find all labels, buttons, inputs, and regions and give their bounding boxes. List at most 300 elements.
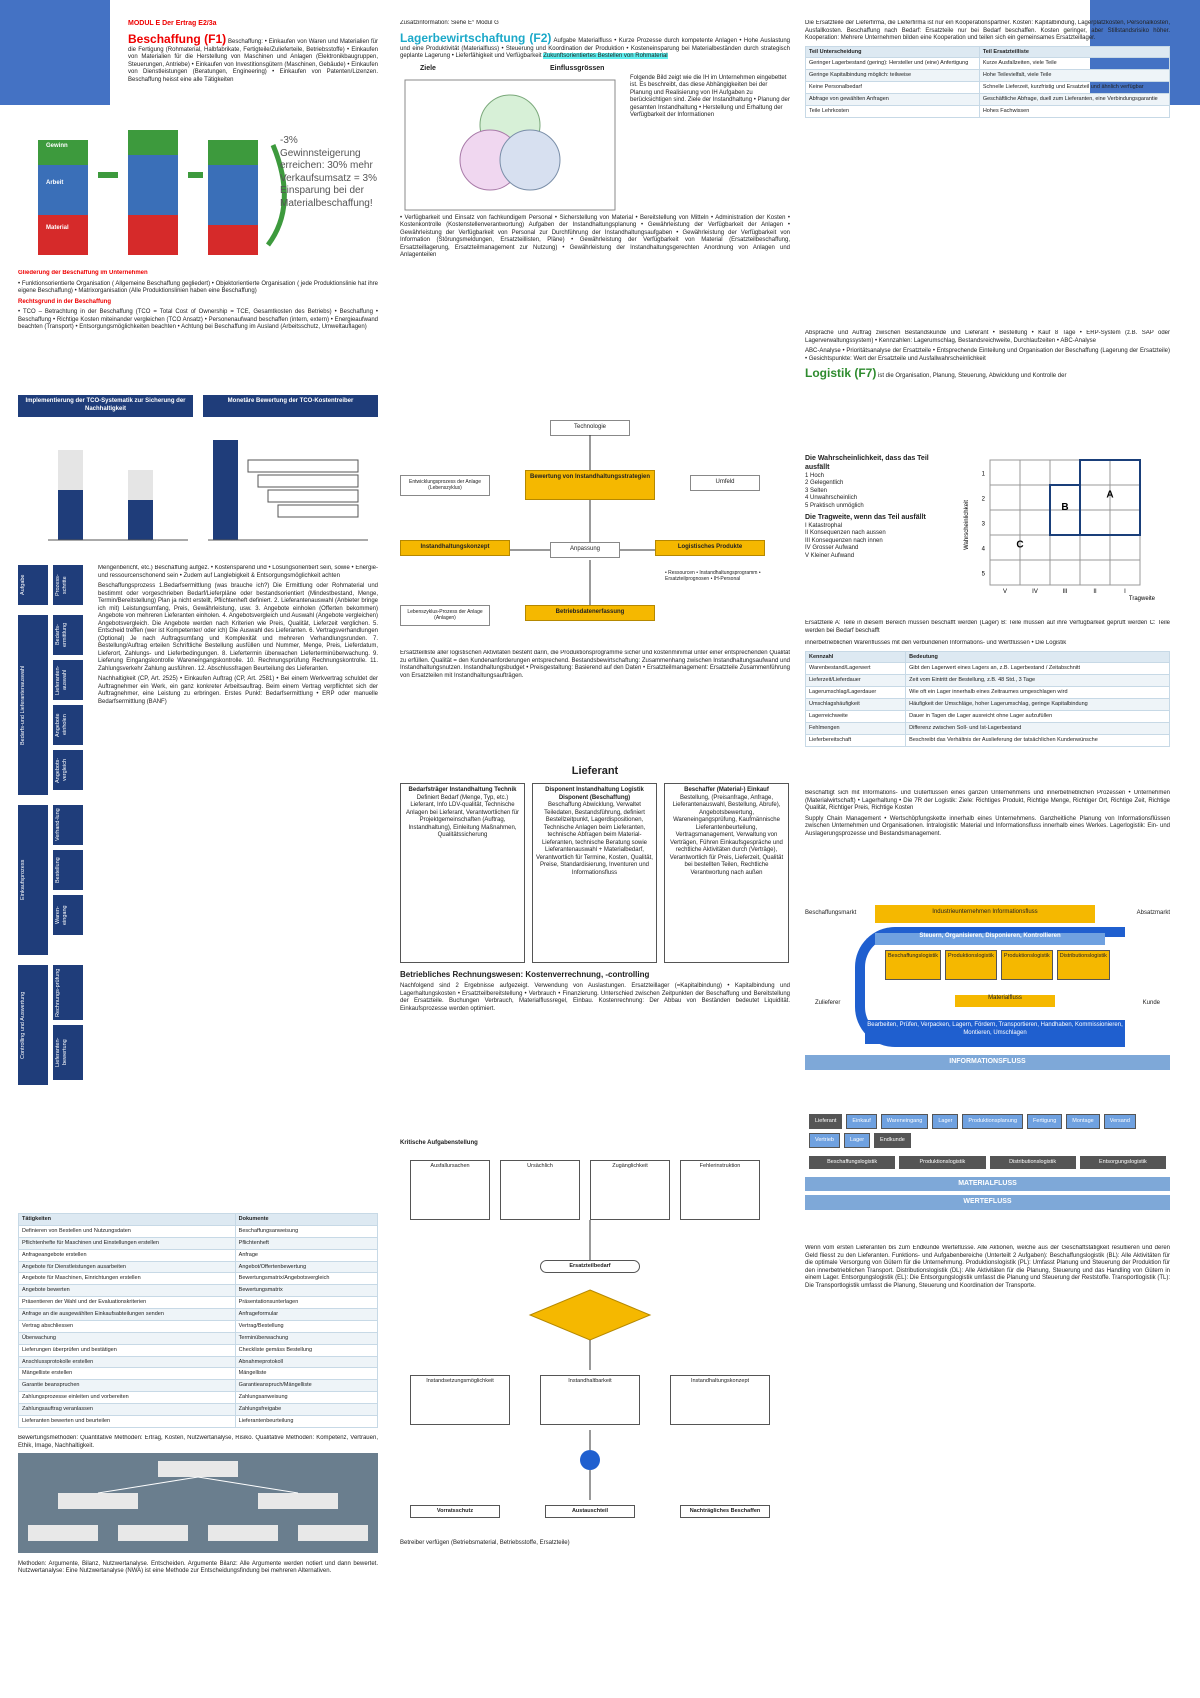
decision-mid: Instandhaltbarkeit: [540, 1375, 640, 1425]
chain-node: Wareneingang: [881, 1114, 929, 1129]
activities-cell: Definieren von Bestellen und Nutzungsdaten: [19, 1225, 236, 1237]
matrix-impact-item: I Katastrophal: [805, 522, 843, 529]
decision-col-4: Fehlerinstruktion: [680, 1160, 760, 1220]
kpi-cell: Differenz zwischen Soll- und Ist-Lagerbestand: [906, 722, 1170, 734]
chain-bottom: [805, 1152, 1170, 1173]
ersatz-header-2: Teil Ersatzteilliste: [979, 46, 1169, 58]
tco-title: Rechtsgrund in der Beschaffung: [18, 298, 112, 305]
matrix-cell: [1080, 510, 1110, 535]
kpi-cell: Lagerreichweite: [806, 710, 906, 722]
kpi-cell: Gibt den Lagerwert eines Lagers an, z.B. Lagerbestand / Zeitabschnitt: [906, 663, 1170, 675]
matrix-items-1: [805, 473, 955, 511]
matrix-svg: [960, 455, 1165, 605]
ersatz-row: [806, 94, 1170, 106]
activities-cell: Angebote bewerten: [19, 1285, 236, 1297]
chain-node: Lager: [844, 1133, 870, 1148]
bar-material-1: [38, 215, 88, 255]
matrix-x-tick: III: [1062, 589, 1068, 595]
activities-cell: Angebote für Maschinen, Einrichtungen erstellen: [19, 1273, 236, 1285]
info-flow-bar: INFORMATIONSFLUSS: [805, 1055, 1170, 1070]
ersatz-header-1: Teil Unterscheidung: [806, 46, 980, 58]
ersatz-cell: Kurze Ausfallzeiten, viele Teile: [979, 58, 1169, 70]
matrix-title-1: Die Wahrscheinlichkeit, dass das Teil ausfällt: [805, 455, 929, 471]
kpi-row: [806, 710, 1170, 722]
decision-col-2: Ursächlich: [500, 1160, 580, 1220]
decision-header: Kritische Aufgabenstellung: [400, 1140, 478, 1146]
ersatz-row: [806, 58, 1170, 70]
tco-bar-1: [58, 490, 83, 540]
matrix-cell: [990, 460, 1020, 485]
column-two: [400, 20, 790, 440]
sidebar-bedarf: Bedarfs-und Lieferantenauswahl: [18, 615, 48, 795]
sidebar-step-7: Waren-eingang: [53, 895, 83, 935]
kpi-cell: Lagerumschlag/Lagerdauer: [806, 687, 906, 699]
flow-box-1: Beschaffungslogistik: [885, 950, 941, 980]
ersatz-row: [806, 70, 1170, 82]
decision-col-3: Zugänglichkeit: [590, 1160, 670, 1220]
flow-list: • Ressourcen • Instandhaltungsprogramm • Ersatzteilprognosen • IH-Personal: [665, 570, 761, 583]
matrix-cell: [1020, 485, 1050, 510]
activities-cell: Bewertungsmatrix/Angebotsvergleich: [235, 1273, 377, 1285]
ersatz-cell: Abfrage von gewählten Anfragen: [806, 94, 980, 106]
matrix-zone-label: C: [1016, 539, 1024, 551]
activities-cell: Zahlungsprozesse einleiten und vorbereiten: [19, 1392, 236, 1404]
matrix-prob-item: 5 Praktisch unmöglich: [805, 502, 864, 509]
matrix-impact-item: IV Grosser Aufwand: [805, 545, 859, 552]
column-three-abc: [805, 330, 1170, 430]
decision-option-1: Vorratsschutz: [410, 1505, 500, 1518]
flow-technologie: Technologie: [550, 420, 630, 436]
ersatz-cell: Hohe Teilevielfalt, viele Teile: [979, 70, 1169, 82]
matrix-cell: [1020, 510, 1050, 535]
matrix-prob-item: 2 Gelegentlich: [805, 480, 844, 486]
matrix-impact-item: III Konsequenzen nach innen: [805, 537, 883, 544]
ersatz-cell: Geschäftliche Abfrage, duell zum Lieferanten, eine Verbindungsgarantie: [979, 94, 1169, 106]
kpi-header-1: Kennzahl: [806, 651, 906, 663]
activities-cell: Angebote für Dienstleistungen ausarbeiten: [19, 1261, 236, 1273]
kpi-row: [806, 722, 1170, 734]
flow-text: Ersatzteilliste aller logistischen Aktivitäten besteht darin, die Produktionsprogramme sicher und kostenminimal unter einer entsprechenden Qualität zu erfüllen. Qualität = den Kundenanforderungen entsprechend. Bestandsbewirtschaftung: Zusammenhang zwischen Instandhaltungsaufwand und Instandhaltungsnutzen. Instandhaltungsbudget • Preisgestaltung: Basierend auf den Daten • Ersatzteilmanagement: Ersatzteile Zusammenführung von Ersatzteilen mit Instandhaltungsaufträgen.: [400, 650, 790, 679]
matrix-cell: [1080, 460, 1110, 485]
ersatz-cell: Schnelle Lieferzeit, kurzfristig und Ersatzteil und ähnlich verfügbar: [979, 82, 1169, 94]
chain-bottom-node: Entsorgungslogistik: [1080, 1156, 1166, 1169]
bar-arbeit-1: [38, 165, 88, 215]
venn-circle-right: [500, 130, 560, 190]
activities-cell: Mängelliste: [235, 1368, 377, 1380]
column-one-process: [98, 565, 378, 1205]
methods-final: Methoden: Argumente, Bilanz, Nutzwertanalyse. Entscheiden. Argumente Bilanz: Alle Argumente werden notiert und dann bewertet. Nutzwertanalyse: Eine Nutzwertanalyse (NWA) ist eine Methode zur Entscheidungsfindung bei mehreren Alternativen.: [18, 1560, 378, 1574]
tco-panel-right-title: Monetäre Bewertung der TCO-Kostentreiber: [203, 395, 378, 417]
lager-section: [400, 31, 790, 61]
activities-cell: Präsentieren der Wahl und der Evaluationskriterien: [19, 1297, 236, 1309]
matrix-cell: [1110, 510, 1140, 535]
beschaffung-section: [128, 32, 378, 85]
activities-row: [19, 1344, 378, 1356]
decision-col-1: Ausfallursachen: [410, 1160, 490, 1220]
matrix-cell: [1050, 560, 1080, 585]
activities-row: [19, 1392, 378, 1404]
chain-node: Produktionsplanung: [962, 1114, 1023, 1129]
gain-chart: [18, 125, 378, 265]
activities-row: [19, 1285, 378, 1297]
process-intro: Mengenbericht, etc.) Beschaffung aufgez. • Kostensparend und • Lösungsorientiert sein, sowie • Energie- und ressourcenschonend sein • Zudem auf Langlebigkeit & Entsorgungsmöglichkeit achten: [98, 565, 378, 579]
activities-row: [19, 1320, 378, 1332]
abc-text: ABC-Analyse • Prioritätsanalyse der Ersatzteile • Entsprechende Einteilung und Organisation der Beschaffung (Lagerung der Ersatzteile) • Gesichtspunkte: Wert der Ersatzteile und Ausfallwahrscheinlichkeit: [805, 348, 1170, 362]
sidebar-step-4: Angebots-vergleich: [53, 750, 83, 790]
sidebar-step-5: Verhand-lung: [53, 805, 83, 845]
beschaffung-text: Beschaffung: • Einkaufen von Waren und Materialien für die Fertigung (Rohmaterial, Halbfabrikate, Fertigteile/Zulieferteile, Betriebsstoffe) • Einkaufen von Materialien für die Herstellung von Maschinen und Anlagen (Elektronikbaugruppen, Steuerungen, Antriebe) • Einkaufen von Investitionsgütern (Maschinen, Gebäude) • Einkaufen von Dienstleistungen (Beratungen, Engineering) • Einkaufen von Patenten/Lizenzen. Beschaffung heisst eine alle Tätigkeiten: [128, 38, 378, 83]
sidebar-controlling: Controlling und Auswertung: [18, 965, 48, 1085]
decision-center: Ersatzteilbedarf: [540, 1260, 640, 1273]
methods-text: Bewertungsmethoden: Quantitative Methoden: Ertrag, Kosten, Nutzwertanalyse, Risiko. Qualitative Methoden: Kompetenz, Vertrauen, Ethik, Image, Nachhaltigkeit.: [18, 1435, 378, 1449]
sidebar-aufgabe: Aufgabe: [18, 565, 48, 605]
activities-cell: Checkliste gemäss Bestellung: [235, 1344, 377, 1356]
activities-cell: Zahlungsauftrag veranlassen: [19, 1404, 236, 1416]
chain-node: Endkunde: [874, 1133, 911, 1148]
activities-cell: Mängelliste erstellen: [19, 1368, 236, 1380]
flow-betriebsdaten: Betriebsdatenerfassung: [525, 605, 655, 621]
kpi-row: [806, 687, 1170, 699]
decision-option-3: Nachträgliches Beschaffen: [680, 1505, 770, 1518]
matrix-cell: [1020, 460, 1050, 485]
matrix-y-tick: 5: [981, 571, 985, 578]
lager-title: Lagerbewirtschaftung (F2): [400, 30, 552, 45]
activities-cell: Beschaffungsanweisung: [235, 1225, 377, 1237]
matrix-title-2: Die Tragweite, wenn das Teil ausfällt: [805, 514, 926, 521]
flow-bottom-bar: Bearbeiten, Prüfen, Verpacken, Lagern, Fördern, Transportieren, Handhaben, Kommissionieren, Montieren, Umschlagen: [865, 1020, 1125, 1044]
chain-bottom-node: Distributionslogistik: [990, 1156, 1076, 1169]
tree-rl: [208, 1525, 278, 1541]
decision-final: Betreiber verfügen (Betriebsmaterial, Betriebsstoffe, Ersatzteile): [400, 1540, 570, 1546]
flow-stock: Materialfluss: [955, 995, 1055, 1007]
matrix-ylabel: Wahrscheinlichkeit: [964, 500, 970, 550]
flow-lebenszyklus: Lebenszyklus-Prozess der Anlage (Anlagen): [400, 605, 490, 626]
tree-edge-2: [198, 1477, 298, 1493]
bar-material-3: [208, 225, 258, 255]
module-title: MODUL E Der Ertrag E2/3a: [128, 20, 217, 27]
tco-panel-left-title: Implementierung der TCO-Systematik zur Sicherung der Nachhaltigkeit: [18, 395, 193, 417]
activities-header-1: Tätigkeiten: [19, 1214, 236, 1226]
decision-diamond: [530, 1290, 650, 1340]
column-two-mid: [400, 650, 790, 760]
process-contract: Nachhaltigkeit (CP, Art. 2525) • Einkaufen Auftrag (CP, Art. 2581) • Bei einem Werkvertrag schuldet der Auftragnehmer ein Werk, ein ganz konkreter Arbeitsauftrag. Beim einem Vertrag verpflichtet sich der Auftragnehmer, eine Leistung zu erbringen. Erstes Punkt: Bedarfsermittlung • ERP oder manuelle Bedarfsermittlung (BANF): [98, 676, 378, 705]
sidebar-step-1: Bedarfs-ermittlung: [53, 615, 83, 655]
ersatz-row: [806, 82, 1170, 94]
matrix-cell: [1110, 460, 1140, 485]
flow-entwicklung: Entwicklungsprozess der Anlage (Lebenszyklus): [400, 475, 490, 496]
activities-cell: Garantieanspruch/Mängelliste: [235, 1380, 377, 1392]
matrix-prob-item: 3 Selten: [805, 487, 828, 494]
matrix-left: [805, 455, 955, 560]
decision-circle: [580, 1450, 600, 1470]
diagram-text: Folgende Bild zeigt wie die IH im Unternehmen eingebettet ist. Es beschreibt, das diese Abhängigkeiten bei der Planung und Realisierung von IH Aufgaben zu berücksichtigen sind. Ziele der Instandhaltung • Planung der gesamten Instandhaltung • Herstellung und Erhaltung der Verfügbarkeit der Informationen: [630, 74, 790, 118]
activities-row: [19, 1225, 378, 1237]
matrix-cell: [990, 510, 1020, 535]
chain-bottom-node: Beschaffungslogistik: [809, 1156, 895, 1169]
activities-row: [19, 1415, 378, 1427]
decision-diagram: [400, 1140, 790, 1660]
activities-table-area: [18, 1210, 378, 1430]
sidebar-step-2: Lieferanten-auswahl: [53, 660, 83, 700]
ersatzteil-table: [805, 46, 1170, 118]
activities-row: [19, 1309, 378, 1321]
tco-step-2: [258, 475, 358, 487]
matrix-legend-area: [805, 620, 1170, 640]
bar-label-gewinn-1: Gewinn: [46, 143, 68, 149]
decision-option-2: Austauschteil: [545, 1505, 635, 1518]
activities-cell: Garantie beanspruchen: [19, 1380, 236, 1392]
lieferant-title: Lieferant: [571, 765, 619, 777]
matrix-cell: [1080, 560, 1110, 585]
methods-area: [18, 1435, 378, 1690]
tree-right: [258, 1493, 338, 1509]
bar-label-arbeit-1: Arbeit: [46, 180, 64, 186]
bar-gewinn-2: [128, 130, 178, 155]
activities-cell: Präsentationsunterlagen: [235, 1297, 377, 1309]
matrix-x-tick: II: [1093, 589, 1097, 595]
flow-box-2: Produktionslogistik: [945, 950, 997, 980]
lieferant-col-1-title: Bedarfsträger Instandhaltung Technik: [408, 787, 517, 793]
activities-cell: Anschlussprotokolle erstellen: [19, 1356, 236, 1368]
lieferant-col-2: [532, 783, 657, 963]
chain-node: Einkauf: [846, 1114, 876, 1129]
ersatz-cell: Teile Lehrkosten: [806, 105, 980, 117]
flow-absatzmarkt: Absatzmarkt: [1136, 910, 1170, 916]
ih-diagram: [400, 65, 790, 215]
flow-kunde: Kunde: [1142, 1000, 1160, 1006]
chain-node: Fertigung: [1027, 1114, 1062, 1129]
chain-node: Lager: [932, 1114, 958, 1129]
lieferant-col-3-text: Bestellung, (Preisanfrage, Anfrage, Lieferantenauswahl, Bestellung, Abrufe), Angebotsbewertung, Wareneingangsprüfung, Kaufmännische Lieferantenbeurteilung, Vertragsmanagement, Verwaltung von Verträgen, Führen Einkaufsgespräche und rechtliche Aktivitäten durch (Verträge), Verantwortlich für Preis, Lieferzeit, Qualität bei bestellten Teilen, Rechtliche Verantwortung nach außen: [669, 794, 784, 876]
sidebar-einkauf: Einkaufsprozess: [18, 805, 48, 955]
sidebar-step-3: Angebote einholen: [53, 705, 83, 745]
column-one-mid: [18, 270, 378, 390]
lieferant-col-2-text: Beschaffung Abwicklung, Verwaltet Teiledaten, Bestandsführung, definiert Bestellzeitpunkt, Lagerdispositionen, Technische Anlagen beim Lieferanten, technische Abfragen beim Material-Lieferanten, technische Beratung sowie Lieferantenauswahl + Materialbedarf, Verantwortlich für Termine, Kosten, Qualität, Preise, Standardisierung, Inventuren und Informationsfluss: [536, 802, 653, 876]
logistik-intro: ist die Organisation, Planung, Steuerung, Abwicklung und Kontrolle der: [878, 373, 1067, 379]
ih-text: • Verfügbarkeit und Einsatz von fachkundigem Personal • Sicherstellung von Material • Bereitstellung von Mitteln • Administration der Kosten • Kostenkontrolle (Kostenstellenverantwortung) Aufgaben der Instandhaltungsplanung • Gewährleistung der Verfügbarkeit der Anlagen • Gewährleistung der Verfügbarkeit von Personal zur Durchführung der Instandhaltungsaufgaben • Gewährleistung der Verfügbarkeit von Information (Störungsmeldungen, Ersatzteillisten, Pläne) • Gewährleistung der Verfügbarkeit von Material (Ersatzteilbeschaffung, Ersatzteillagerung, Ersatzteilmanagement zur Nutzung) • Gewährleistung der Instandhaltungsgerechten Anordnung von Anlagen und Anlagenteilen: [400, 214, 790, 258]
tree-rr: [298, 1525, 368, 1541]
lieferant-col-1-text: Definiert Bedarf (Menge, Typ, etc.) Lieferant, Info LDV-qualität, Technische Anlagen bei Lieferant, Verantwortlichen für Projektgemeinschaften (Auftrag, Instandhaltung), Einleitung Maßnahmen, Qualitätssicherung: [405, 794, 520, 838]
kpi-cell: Lieferbereitschaft: [806, 734, 906, 746]
kpi-row: [806, 675, 1170, 687]
logistik-text2: innerbetrieblichen Warenflusses mit den verbundenen Informations- und Wertflüssen • Die Logistik: [805, 640, 1067, 646]
kpi-header-2: Bedeutung: [906, 651, 1170, 663]
activities-cell: Pflichtenheft: [235, 1237, 377, 1249]
flow-zulieferer: Zulieferer: [815, 1000, 841, 1006]
activities-cell: Angebot/Offertenbewertung: [235, 1261, 377, 1273]
final-area: [805, 1245, 1170, 1685]
matrix-x-tick: IV: [1032, 589, 1038, 595]
tco-right-bar: [213, 440, 238, 540]
rechnung-text: Nachfolgend sind 2 Ergebnisse aufgezeigt. Verwendung von Auslastungen. Ersatzteillager (=Kapitalbindung) • Kapitalbindung und Lagerhaltungskosten • Ersatzteilbereitstellung • Verbrauch • Finanzierung. Unterschied zwischen Zeitpunkten der Beschaffung und Bereitstellung der Ersatzteile. Buchungen Verbrauch, Materialflussregel, Einbau. Kostenrechnung: Der Abbau von Beständen bedeutet Liquidität. Einkaufsprozesse werden optimiert.: [400, 983, 790, 1012]
chain-bottom-node: Produktionslogistik: [899, 1156, 985, 1169]
tco-panels: [18, 395, 378, 550]
matrix-y-tick: 3: [981, 521, 985, 528]
activities-row: [19, 1237, 378, 1249]
activities-cell: Zahlungsanweisung: [235, 1392, 377, 1404]
logistik-text-area: [805, 790, 1170, 900]
ih-flow: [400, 420, 790, 645]
activities-cell: Pflichtenhefte für Maschinen und Einstellungen erstellen: [19, 1237, 236, 1249]
flow-logistics-boxes: [885, 950, 1107, 980]
supply-chain: [805, 1110, 1170, 1240]
activities-cell: Vertrag/Bestellung: [235, 1320, 377, 1332]
bar-label-material-1: Material: [46, 225, 69, 231]
activities-cell: Lieferungen überprüfen und bestätigen: [19, 1344, 236, 1356]
activities-cell: Zahlungsfreigabe: [235, 1404, 377, 1416]
matrix-y-tick: 1: [981, 471, 985, 478]
matrix-cell: [990, 560, 1020, 585]
matrix-x-tick: I: [1124, 589, 1126, 595]
tree-left: [58, 1493, 138, 1509]
decision-left: Instandsetzungsmöglichkeit: [410, 1375, 510, 1425]
flow-anpassung: Anpassung: [550, 542, 620, 558]
lager-text: Aufgabe Materialfluss • Kurze Prozesse durch kompetente Anlagen • Hohe Auslastung und eine Produktivität (Materialfluss) • Steuerung und Koordination der Produktion • Kosteneinsparung bei Materialbeständen durch strategisch geplante Lagerung • Lieferfähigkeit und Verfügbarkeit: [400, 37, 790, 59]
kpi-row: [806, 734, 1170, 746]
activities-row: [19, 1297, 378, 1309]
matrix-cell: [1020, 560, 1050, 585]
beschaffung-title: Beschaffung (F1): [128, 31, 227, 46]
activities-table: [18, 1213, 378, 1428]
kpi-cell: Zeit vom Eintritt der Bestellung, z.B. 48 Std., 3 Tage: [906, 675, 1170, 687]
col3-intro: Die Ersatzteile der Lieferfirma, die Lieferfirma ist nur ein Kooperationspartner. Kosten: Kapitalbindung, Lagerplatzkosten, Personalkosten, Ausfallkosten. Beschaffung nach Bedarf: Ersatzteile nur bei Bedarf beschaffen. Kosten geringer, aber Stillstandsrisiko höher. Kooperation: Mehrere Unternehmen bilden eine Kooperation und teilen sich ein gemeinsames Ersatzteillager.: [805, 20, 1170, 41]
chart-note: -3% Gewinnsteigerung erreichen: 30% mehr Verkaufsumsatz = 3% Einsparung bei der Materialbeschaffung!: [280, 135, 377, 209]
wert-flow-bar: WERTEFLUSS: [805, 1195, 1170, 1210]
matrix-cell: [1050, 535, 1080, 560]
column-three: [805, 20, 1170, 200]
matrix-prob-item: 4 Unwahrscheinlich: [805, 495, 858, 501]
lieferant-col-3: [664, 783, 789, 963]
activities-cell: Bewertungsmatrix: [235, 1285, 377, 1297]
kpi-cell: Fehlmengen: [806, 722, 906, 734]
lieferant-col-2-title: Disponent Instandhaltung Logistik Disponent (Beschaffung): [545, 787, 644, 801]
matrix-prob-item: 1 Hoch: [805, 472, 825, 479]
tree-lr: [118, 1525, 188, 1541]
bar-arbeit-3: [208, 165, 258, 225]
ersatz-cell: Geringe Kapitalbindung möglich: teilweise: [806, 70, 980, 82]
flow-blue-bar: Steuern, Organisieren, Disponieren, Kontrollieren: [875, 933, 1105, 945]
flow-logistik: Logistisches Produkte: [655, 540, 765, 556]
process-steps: Beschaffungsprozess 1.Bedarfsermittlung (was brauche ich?) Die Ermittlung oder Rohmaterial und bestimmt oder vorgeschrieben Bedarf/Lieferpläne oder bestandsorientiert (Mindestbestand, Menge, Termin/Bereitstellung) Plan ja nicht erstellt, Pflichtenheft definiert. 2. Lieferantenauswahl (Anbieter bringe ich mit) Leistungsumfang, Preis, Gewährleistung, usw. 3. Angebote einholen (Offerten bekommen) Angebote von mehreren Lieferanten einholen. 4. Angebotsvergleich und Auswahl (Angebote vergleichen) Angebotsvergleich. Die Angebote werden nach Kriterien wie Preis, Qualität, Lieferzeit verglichen. 5. Entscheid treffen (wer ist Kompetenter/ oder ich) Die Auswahl des Lieferanten. 6. Vertragsverhandlungen (Optional) Je nach Auftragsumfang und Komplexität und mehreren Verhandlungsrunden. 7. Bestellung/Auftrag erteilen Schriftliche Bestellung ausfüllen und Nummer, Menge, Preis, Lieferdatum, Lieferort, Zahlungs- und Lieferbedingungen. 8. Liefertermin überwachen Lieferterminüberwachung. 9. Lieferung Eingangskontrolle Wareneingangskontrolle. 10. Rechnungsprüfung Rechnungskontrolle. 11. Zahlungsverkehr Zahlung ausführen. 12. Abschlussfragen Beurteilung des Lieferanten.: [98, 583, 378, 672]
chain-node: Lieferant: [809, 1114, 842, 1129]
kpi-cell: Warenbestand/Lagerwert: [806, 663, 906, 675]
matrix-y-tick: 4: [981, 546, 985, 553]
matrix-cell: [1050, 460, 1080, 485]
chain-node: Montage: [1066, 1114, 1099, 1129]
after-table-text: Absprache und Auftrag zwischen Bestandskunde und Lieferant • Bestellung • Kauf 8 Tage • ERP-System (z.B. SAP oder Lagerverwaltungssystem) • Kennzahlen: Lagerumschlag, Bestandsreichweite, Durchlaufzeiten • ABC-Analyse: [805, 330, 1170, 344]
kpi-cell: Dauer in Tagen die Lager ausreicht ohne Lager aufzufüllen: [906, 710, 1170, 722]
activities-cell: Überwachung: [19, 1332, 236, 1344]
flow-umfeld: Umfeld: [690, 475, 760, 491]
kpi-row: [806, 699, 1170, 711]
matrix-zone-label: B: [1061, 502, 1069, 513]
tco-step-4: [278, 505, 358, 517]
activities-cell: Anfrage an die ausgewählten Einkaufsabteilungen senden: [19, 1309, 236, 1321]
matrix-zone-label: A: [1106, 489, 1114, 501]
kpi-cell: Umschlagshäufigkeit: [806, 699, 906, 711]
activities-row: [19, 1273, 378, 1285]
matrix-y-tick: 2: [981, 496, 985, 503]
kpi-table: [805, 651, 1170, 747]
matrix-items-2: [805, 523, 955, 561]
matrix-cell: [1050, 510, 1080, 535]
ersatz-cell: Hohes Fachwissen: [979, 105, 1169, 117]
logistik-text3: Beschäftigt sich mit Informations- und Güterflüssen eines ganzen Unternehmens und innerbetrieblichen Prozessen • Unternehmen (Materialwirtschaft) • Lagerhaltung • Die 7R der Logistik: Ziele: Richtiges Produkt, Richtige Menge, Richtiger Ort, Richtige Zeit, Richtige Qualität, Richtiger Preis, Richtige Kosten: [805, 790, 1170, 811]
activities-cell: Vertrag abschliessen: [19, 1320, 236, 1332]
decision-svg: [400, 1140, 790, 1560]
flow-box-4: Distributionslogistik: [1057, 950, 1110, 980]
methods-tree: [18, 1453, 378, 1553]
material-flow-bar: MATERIALFLUSS: [805, 1177, 1170, 1192]
header-corner-left: [0, 0, 110, 105]
matrix-impact-item: II Konsequenzen nach aussen: [805, 530, 886, 537]
logistik-section: [805, 366, 1170, 381]
process-sidebar: [18, 565, 93, 1235]
matrix-cell: [990, 485, 1020, 510]
bar-gewinn-3: [208, 140, 258, 165]
flow-top-box: Industrieunternehmen Informationsfluss: [875, 905, 1095, 923]
flow-bewertung: Bewertung von Instandhaltungsstrategien: [525, 470, 655, 500]
activities-header-2: Dokumente: [235, 1214, 377, 1226]
activities-row: [19, 1332, 378, 1344]
matrix-legend: Ersatzteile A: Teile in diesem Bereich müssen beschafft werden (Lager) B: Teile müssen auf ihre Verfügbarkeit geprüft werden C: Teile werden bei Bedarf beschafft: [805, 620, 1170, 634]
matrix-cell: [1080, 535, 1110, 560]
activities-row: [19, 1249, 378, 1261]
lieferant-col-3-title: Beschaffer (Material-) Einkauf: [684, 787, 769, 793]
sidebar-step-6: Bestellung: [53, 850, 83, 890]
bar-arbeit-2: [128, 155, 178, 215]
lieferant-col-1: [400, 783, 525, 963]
tco-panels-svg: [18, 420, 378, 550]
kpi-cell: Wie oft ein Lager innerhalb eines Zeitraumes umgeschlagen wird: [906, 687, 1170, 699]
activities-cell: Lieferantenbeurteilung: [235, 1415, 377, 1427]
sidebar-step-9: Lieferanten-bewertung: [53, 1025, 83, 1080]
tree-root: [158, 1461, 238, 1477]
col3-final-text: Wenn vom ersten Lieferanten bis zum Endkunde Werteflüsse. Alle Aktionen, welche aus der Geschäftstätigkeit resultieren und deren Geld fliesst zu den Lieferanten. Funktions- und Aufgabenbereiche (Unterteilt 2 Aufgaben): Beschaffungslogistik (BL): Alle Aktivitäten für die optimale Versorgung von Gütern für die Unternehmung. Produktionslogistik (PL): Umfasst Planung und Steuerung der Produktion für den innerbetrieblichen Transport. Distributionslogistik (DL): Alle Aktivitäten für die Planung, Steuerung und das Handling von Gütern in einem Lager. Entsorgungslogistik (EL): Die Entsorgungslogistik umfasst die Planung und Steuerung der Reststoffe. Transportlogistik (TL): Die Transportlogistik umfasst die Planung, Steuerung und Koordination der Transporte.: [805, 1245, 1170, 1289]
activities-cell: Terminüberwachung: [235, 1332, 377, 1344]
flow-box-3: Produktionslogistik: [1001, 950, 1053, 980]
kpi-cell: Häufigkeit der Umschläge, hoher Lagerumschlag, geringe Kapitalbindung: [906, 699, 1170, 711]
tree-ll: [28, 1525, 98, 1541]
diagram-einfluss: Einflussgrössen: [550, 64, 605, 72]
activities-row: [19, 1356, 378, 1368]
matrix-x-tick: V: [1002, 589, 1008, 595]
lieferant-diagram: [400, 765, 790, 965]
kpi-cell: Beschreibt das Verhältnis der Auslieferung der tatsächlichen Kundenwünsche: [906, 734, 1170, 746]
lager-highlight: Zukunftsorientiertes Bestellen von Rohmaterial: [543, 53, 668, 59]
bar-material-2: [128, 215, 178, 255]
tco-bar-2: [128, 500, 153, 540]
sidebar-prozess: Prozess-schritte: [53, 565, 83, 605]
decision-right: Instandhaltungskonzept: [670, 1375, 770, 1425]
logistik-title: Logistik (F7): [805, 366, 877, 380]
tree-edge-1: [98, 1477, 198, 1493]
tco-step-1: [248, 460, 358, 472]
activities-row: [19, 1261, 378, 1273]
sidebar-step-8: Rechnungs-prüfung: [53, 965, 83, 1020]
venn-svg: [400, 75, 620, 215]
activities-cell: Lieferanten bewerten und beurteilen: [19, 1415, 236, 1427]
col2-intro: Zusatzinformation: Siehe E° Modul G: [400, 20, 499, 26]
chain-node: Versand: [1104, 1114, 1136, 1129]
matrix-cell: [1110, 485, 1140, 510]
matrix-cell: [1020, 535, 1050, 560]
matrix-cell: [1110, 535, 1140, 560]
chain-nodes: [805, 1110, 1170, 1152]
activities-cell: Abnahmeprotokoll: [235, 1356, 377, 1368]
matrix-xlabel: Tragweite: [1128, 596, 1155, 602]
activities-row: [19, 1368, 378, 1380]
